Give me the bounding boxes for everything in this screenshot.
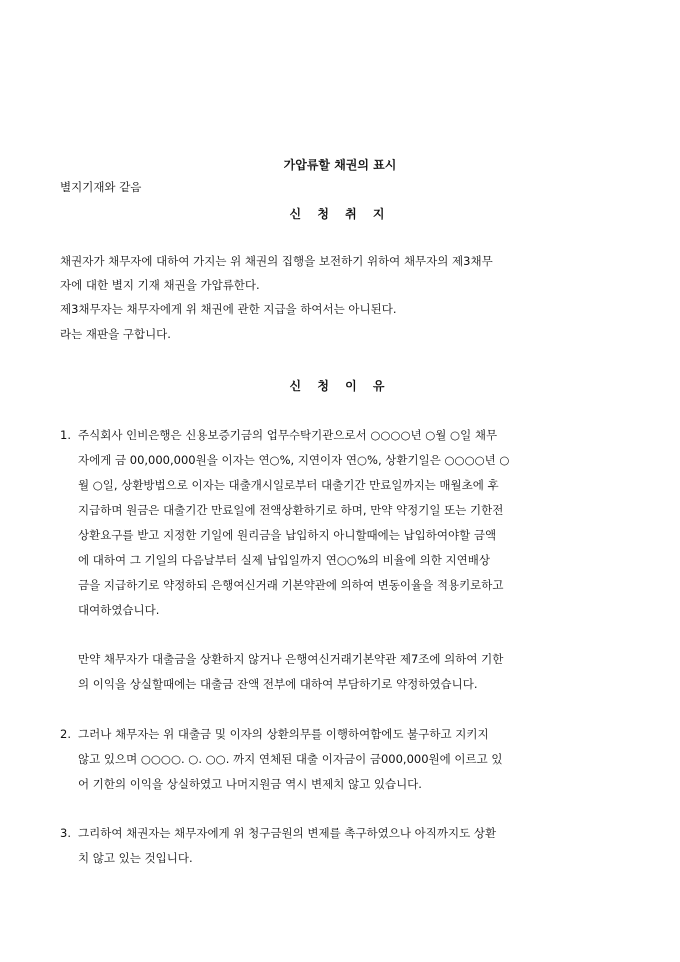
reason-1-line-2: 자에게 금 00,000,000원을 이자는 연○%, 지연이자 연○%, 상환기일은 ○○○○년 ○ <box>78 453 510 467</box>
attached-claim-heading: 가압류할 채권의 표시 <box>283 158 397 172</box>
reason-1-line-3: 월 ○일, 상환방법으로 이자는 대출개시일로부터 대출기간 만료일까지는 매월초에 후 <box>78 478 499 492</box>
reason-1-line-4: 지급하며 원금은 대출기간 만료일에 전액상환하기로 하며, 만약 약정기일 또는 기한전 <box>78 503 504 517</box>
reason-3-number: 3. <box>60 826 71 840</box>
reason-heading: 신 청 이 유 <box>289 379 391 393</box>
reason-1b-line-1: 만약 채무자가 대출금을 상환하지 않거나 은행여신거래기본약관 제7조에 의하여 기한 <box>78 652 504 666</box>
reason-2-line-1: 그러나 채무자는 위 대출금 및 이자의 상환의무를 이행하여함에도 불구하고 지키지 <box>78 727 489 741</box>
reason-1-number: 1. <box>60 428 71 442</box>
reason-3-line-1: 그리하여 채권자는 채무자에게 위 청구금원의 변제를 촉구하였으나 아직까지도 상환 <box>78 826 497 840</box>
reason-3-line-2: 치 않고 있는 것입니다. <box>78 851 193 865</box>
reason-1-line-1: 주식회사 인비은행은 신용보증기금의 업무수탁기관으로서 ○○○○년 ○월 ○일 채무 <box>78 428 498 442</box>
reason-1-line-7: 금을 지급하기로 약정하되 은행여신거래 기본약관에 의하여 변동이율을 적용키로하고 <box>78 578 504 592</box>
purpose-line-2: 자에 대한 별지 기재 채권을 가압류한다. <box>60 278 260 292</box>
reason-1-line-6: 에 대하여 그 기일의 다음날부터 실제 납입일까지 연○○%의 비율에 의한 지연배상 <box>78 553 490 567</box>
purpose-heading: 신 청 취 지 <box>289 207 391 221</box>
purpose-line-4: 라는 재판을 구합니다. <box>60 327 171 341</box>
purpose-line-1: 채권자가 채무자에 대하여 가지는 위 채권의 집행을 보전하기 위하여 채무자의 제3채무 <box>60 254 493 268</box>
reason-1-line-5: 상환요구를 받고 지정한 기일에 원리금을 납입하지 아니할때에는 납입하여야할 금액 <box>78 528 497 542</box>
reason-1-line-8: 대여하였습니다. <box>78 603 160 617</box>
reason-2-line-3: 어 기한의 이익을 상실하였고 나머지원금 역시 변제치 않고 있습니다. <box>78 777 422 791</box>
reason-2-number: 2. <box>60 727 71 741</box>
attached-note: 별지기재와 같음 <box>60 180 142 194</box>
reason-1b-line-2: 의 이익을 상실할때에는 대출금 잔액 전부에 대하여 부담하기로 약정하였습니다. <box>78 677 478 691</box>
purpose-line-3: 제3채무자는 채무자에게 위 채권에 관한 지급을 하여서는 아니된다. <box>60 302 397 316</box>
reason-2-line-2: 않고 있으며 ○○○○. ○. ○○. 까지 연체된 대출 이자금이 금000,000원에 이르고 있 <box>78 752 503 766</box>
